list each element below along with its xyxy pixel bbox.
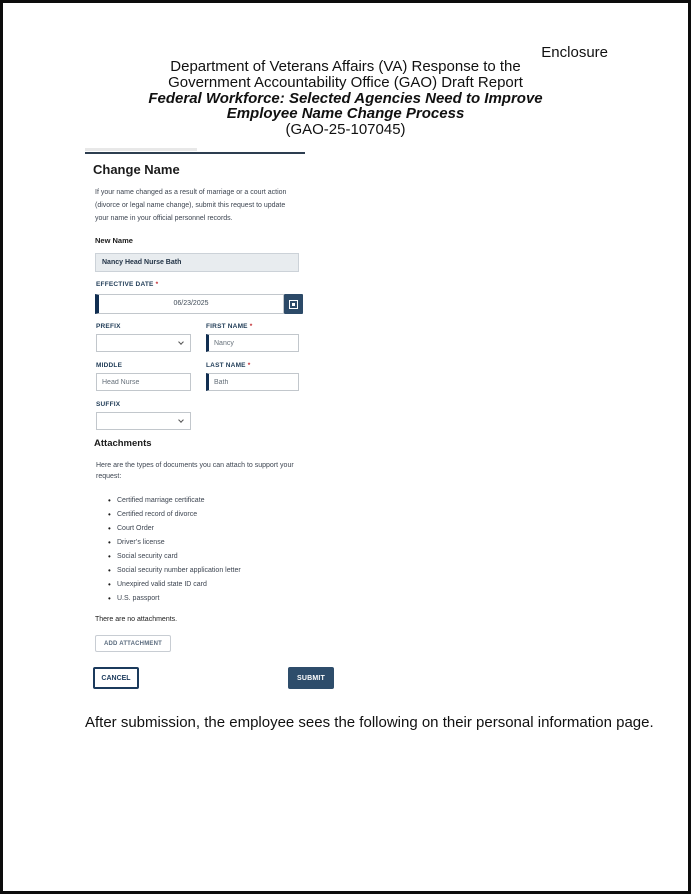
form-title: Change Name [93, 162, 180, 177]
effective-date-label: EFFECTIVE DATE * [96, 281, 159, 288]
prefix-label: PREFIX [96, 323, 121, 330]
form-intro-text: If your name changed as a result of marriage or a court action (divorce or legal name change), submit this request to update your name in your official personnel records. [95, 189, 287, 222]
title-line-1: Department of Veterans Affairs (VA) Response to the [170, 58, 521, 75]
last-name-label: LAST NAME * [206, 362, 251, 369]
attachment-type-item: • Unexpired valid state ID card [108, 578, 241, 592]
attachment-type-item: • U.S. passport [108, 592, 241, 606]
attachment-type-item: • Certified record of divorce [108, 508, 241, 522]
attachment-type-item: • Social security card [108, 550, 241, 564]
attachments-heading: Attachments [94, 438, 152, 449]
title-line-2: Government Accountability Office (GAO) Draft Report [168, 73, 523, 91]
first-name-label: FIRST NAME * [206, 323, 253, 330]
title-line-5: (GAO-25-107045) [285, 121, 406, 139]
required-asterisk: * [155, 281, 159, 288]
new-name-value: Nancy Head Nurse Bath [95, 253, 299, 272]
attachment-type-item: • Social security number application letter [108, 564, 241, 578]
title-line-4: Employee Name Change Process [226, 105, 465, 123]
attachment-type-item: • Certified marriage certificate [108, 494, 241, 508]
chevron-down-icon [178, 417, 184, 423]
cancel-button[interactable]: CANCEL [93, 667, 139, 689]
suffix-select[interactable] [96, 412, 191, 430]
attachment-type-item: • Court Order [108, 522, 241, 536]
document-title [3, 59, 688, 138]
prefix-select[interactable] [96, 334, 191, 352]
enclosure-label: Enclosure [541, 44, 608, 61]
effective-date-field [95, 294, 303, 314]
calendar-icon [289, 300, 298, 309]
new-name-label: New Name [95, 236, 133, 245]
submit-button[interactable]: SUBMIT [288, 667, 334, 689]
calendar-button[interactable] [284, 294, 303, 314]
required-asterisk: * [247, 362, 251, 369]
last-name-input[interactable] [206, 373, 299, 391]
chevron-down-icon [178, 339, 184, 345]
suffix-label: SUFFIX [96, 401, 121, 408]
required-asterisk: * [249, 323, 253, 330]
first-name-input[interactable] [206, 334, 299, 352]
attachment-types-list [108, 494, 241, 606]
middle-name-input[interactable] [96, 373, 191, 391]
no-attachments-text: There are no attachments. [95, 616, 178, 623]
effective-date-input[interactable]: 06/23/2025 [95, 294, 284, 314]
attachment-type-item: • Driver’s license [108, 536, 241, 550]
section-divider [85, 152, 305, 154]
title-line-3: Federal Workforce: Selected Agencies Need to Improve [148, 89, 543, 107]
add-attachment-button[interactable]: ADD ATTACHMENT [95, 635, 171, 652]
middle-name-label: MIDDLE [96, 362, 123, 369]
after-submission-text: After submission, the employee sees the following on their personal information page. [85, 714, 654, 731]
attachments-intro: Here are the types of documents you can attach to support your request: [96, 462, 294, 480]
divider-ghost [85, 148, 197, 151]
